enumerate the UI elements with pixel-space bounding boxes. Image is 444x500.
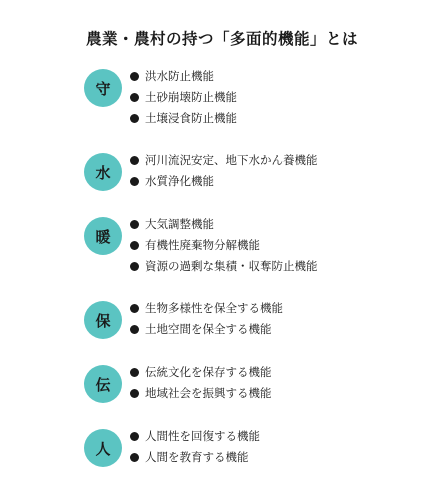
bullet-icon — [130, 241, 139, 250]
category-icon-tradition: 伝 — [84, 365, 122, 403]
bullet-icon — [130, 453, 139, 462]
list-item: 資源の過剰な集積・収奪防止機能 — [130, 256, 318, 277]
bullet-icon — [130, 220, 139, 229]
bullet-icon — [130, 156, 139, 165]
function-list — [130, 298, 283, 340]
function-list — [130, 214, 318, 277]
category-icon-preserve: 保 — [84, 301, 122, 339]
category-icon-people: 人 — [84, 429, 122, 467]
page-title: 農業・農村の持つ「多面的機能」とは — [85, 30, 358, 48]
bullet-icon — [130, 432, 139, 441]
bullet-icon — [130, 262, 139, 271]
bullet-icon — [130, 93, 139, 102]
list-item: 地域社会を振興する機能 — [130, 383, 272, 404]
bullet-icon — [130, 72, 139, 81]
bullet-icon — [130, 114, 139, 123]
bullet-icon — [130, 304, 139, 313]
list-item: 有機性廃棄物分解機能 — [130, 235, 318, 256]
function-list — [130, 362, 272, 404]
function-list — [130, 66, 237, 129]
list-item: 土地空間を保全する機能 — [130, 319, 283, 340]
category-icon-water: 水 — [84, 153, 122, 191]
list-item: 伝統文化を保存する機能 — [130, 362, 272, 383]
list-item: 大気調整機能 — [130, 214, 318, 235]
list-item: 土壌浸食防止機能 — [130, 108, 237, 129]
list-item: 生物多様性を保全する機能 — [130, 298, 283, 319]
function-list — [130, 150, 318, 192]
bullet-icon — [130, 389, 139, 398]
list-item: 洪水防止機能 — [130, 66, 237, 87]
category-icon-warm: 暖 — [84, 217, 122, 255]
bullet-icon — [130, 368, 139, 377]
function-list — [130, 426, 260, 468]
category-icon-protect: 守 — [84, 69, 122, 107]
bullet-icon — [130, 177, 139, 186]
list-item: 水質浄化機能 — [130, 171, 318, 192]
list-item: 人間性を回復する機能 — [130, 426, 260, 447]
list-item: 人間を教育する機能 — [130, 447, 260, 468]
bullet-icon — [130, 325, 139, 334]
list-item: 河川流況安定、地下水かん養機能 — [130, 150, 318, 171]
list-item: 土砂崩壊防止機能 — [130, 87, 237, 108]
